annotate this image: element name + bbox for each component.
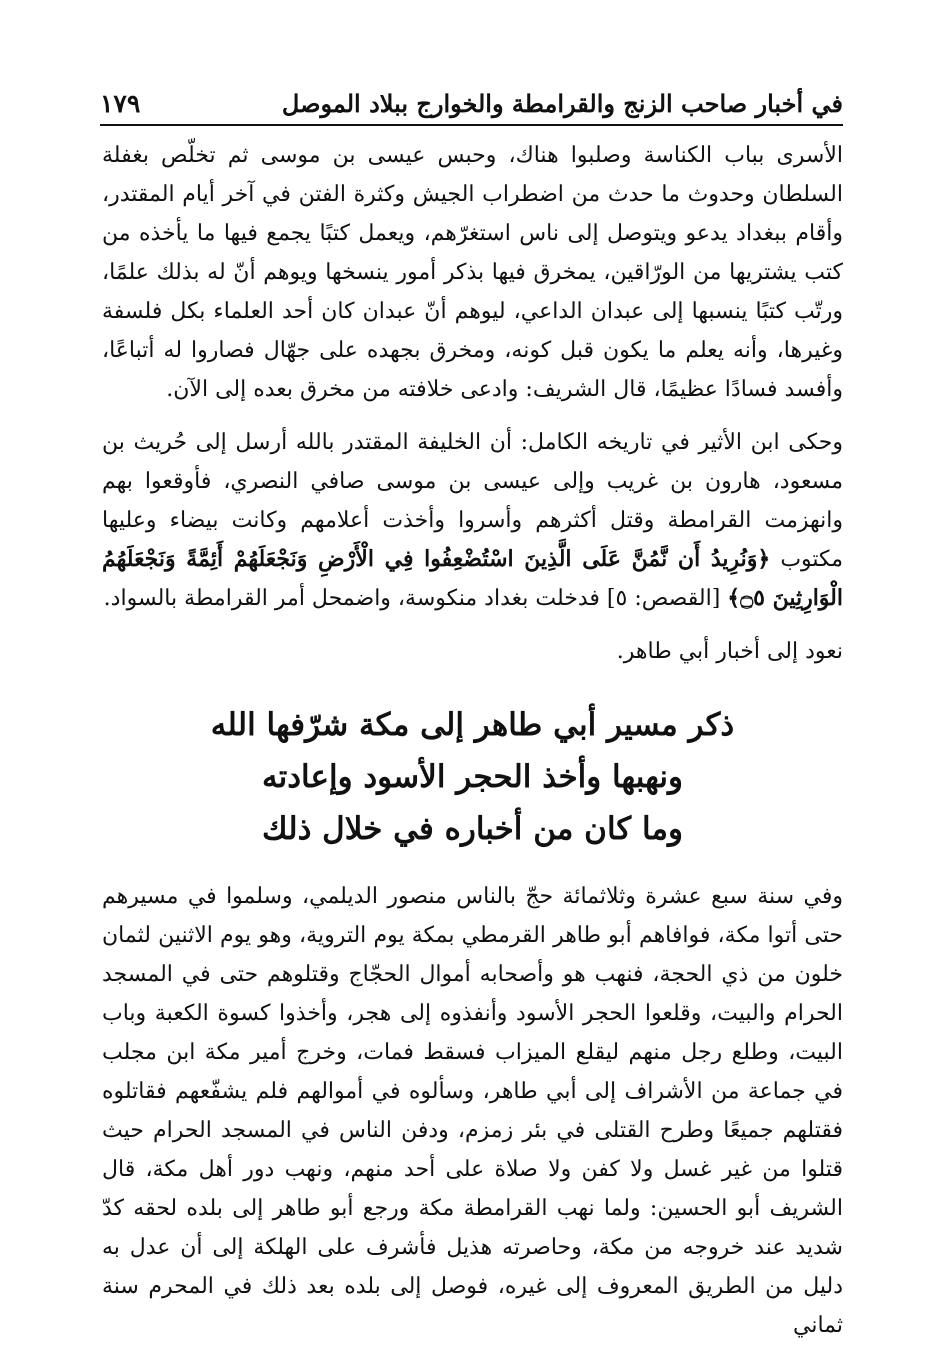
paragraph-2-text-after: [القصص: ٥] فدخلت بغداد منكوسة، واضمحل أمر القرامطة بالسواد. bbox=[103, 586, 721, 611]
quran-verse: ﴿وَنُرِيدُ أَن نَّمُنَّ عَلَى الَّذِينَ اسْتُضْعِفُوا فِي الْأَرْضِ وَنَجْعَلَهُمْ أَئِمَّةً وَنَجْعَلَهُمُ الْوَارِثِينَ ۝٥﴾ bbox=[102, 546, 843, 611]
page-number: ١٧٩ bbox=[100, 89, 141, 118]
body-text bbox=[102, 136, 843, 1345]
section-heading-line-2: ونهبها وأخذ الحجر الأسود وإعادته bbox=[261, 759, 683, 795]
section-heading bbox=[102, 699, 843, 855]
running-title: في أخبار صاحب الزنج والقرامطة والخوارج ببلاد الموصل bbox=[281, 89, 843, 118]
section-heading-line-3: وما كان من أخباره في خلال ذلك bbox=[262, 811, 683, 847]
paragraph-1: الأسرى بباب الكناسة وصلبوا هناك، وحبس عيسى بن موسى ثم تخلّص بغفلة السلطان وحدوث ما حدث من اضطراب الجيش وكثرة الفتن في آخر أيام المقتدر، وأقام ببغداد يدعو ويتوصل إلى ناس استغرّهم، ويعمل كتبًا يجمع فيها ما يأخذه من كتب يشتريها من الورّاقين، يمخرق فيها بذكر أمور ينسخها ويوهم أنّ له بذلك علمًا، ورتّب كتبًا ينسبها إلى عبدان الداعي، ليوهم أنّ عبدان كان أحد العلماء بكل فلسفة وغيرها، وأنه يعلم ما يكون قبل كونه، ومخرق بجهده على جهّال فصاروا له أتباعًا، وأفسد فسادًا عظيمًا، قال الشريف: وادعى خلافته من مخرق بعده إلى الآن. bbox=[102, 143, 843, 402]
paragraph-3: نعود إلى أخبار أبي طاهر. bbox=[616, 639, 843, 664]
page-header bbox=[100, 78, 843, 126]
paragraph-2 bbox=[102, 423, 843, 618]
section-heading-line-1: ذكر مسير أبي طاهر إلى مكة شرّفها الله bbox=[210, 707, 735, 743]
paragraph-2-text-before: وحكى ابن الأثير في تاريخه الكامل: أن الخليفة المقتدر بالله أرسل إلى حُريث بن مسعود، هارون بن غريب وإلى عيسى بن موسى صافي النصري، فأوقعوا بهم وانهزمت القرامطة وقتل أكثرهم وأسروا وأخذت أعلامهم وكانت بيضاء وعليها مكتوب bbox=[102, 430, 843, 572]
paragraph-4: وفي سنة سبع عشرة وثلاثمائة حجّ بالناس منصور الديلمي، وسلموا في مسيرهم حتى أتوا مكة، فوافاهم أبو طاهر القرمطي بمكة يوم التروية، وهو يوم الاثنين لثمان خلون من ذي الحجة، فنهب هو وأصحابه أموال الحجّاج وقتلوهم حتى في المسجد الحرام والبيت، وقلعوا الحجر الأسود وأنفذوه إلى هجر، وأخذوا كسوة الكعبة وباب البيت، وطلع رجل منهم ليقلع الميزاب فسقط فمات، وخرج أمير مكة ابن مجلب في جماعة من الأشراف إلى أبي طاهر، وسألوه في أموالهم فلم يشفّعهم فقاتلوه فقتلهم جميعًا وطرح القتلى في بئر زمزم، ودفن الناس في المسجد الحرام حيث قتلوا من غير غسل ولا كفن ولا صلاة على أحد منهم، ونهب دور أهل مكة، قال الشريف أبو الحسين: ولما نهب القرامطة مكة ورجع أبو طاهر إلى بلده لحقه كدّ شديد عند خروجه من مكة، وحاصرته هذيل فأشرف على الهلكة إلى أن عدل به دليل من الطريق المعروف إلى غيره، فوصل إلى بلده بعد ذلك في المحرم سنة ثماني bbox=[102, 884, 843, 1338]
